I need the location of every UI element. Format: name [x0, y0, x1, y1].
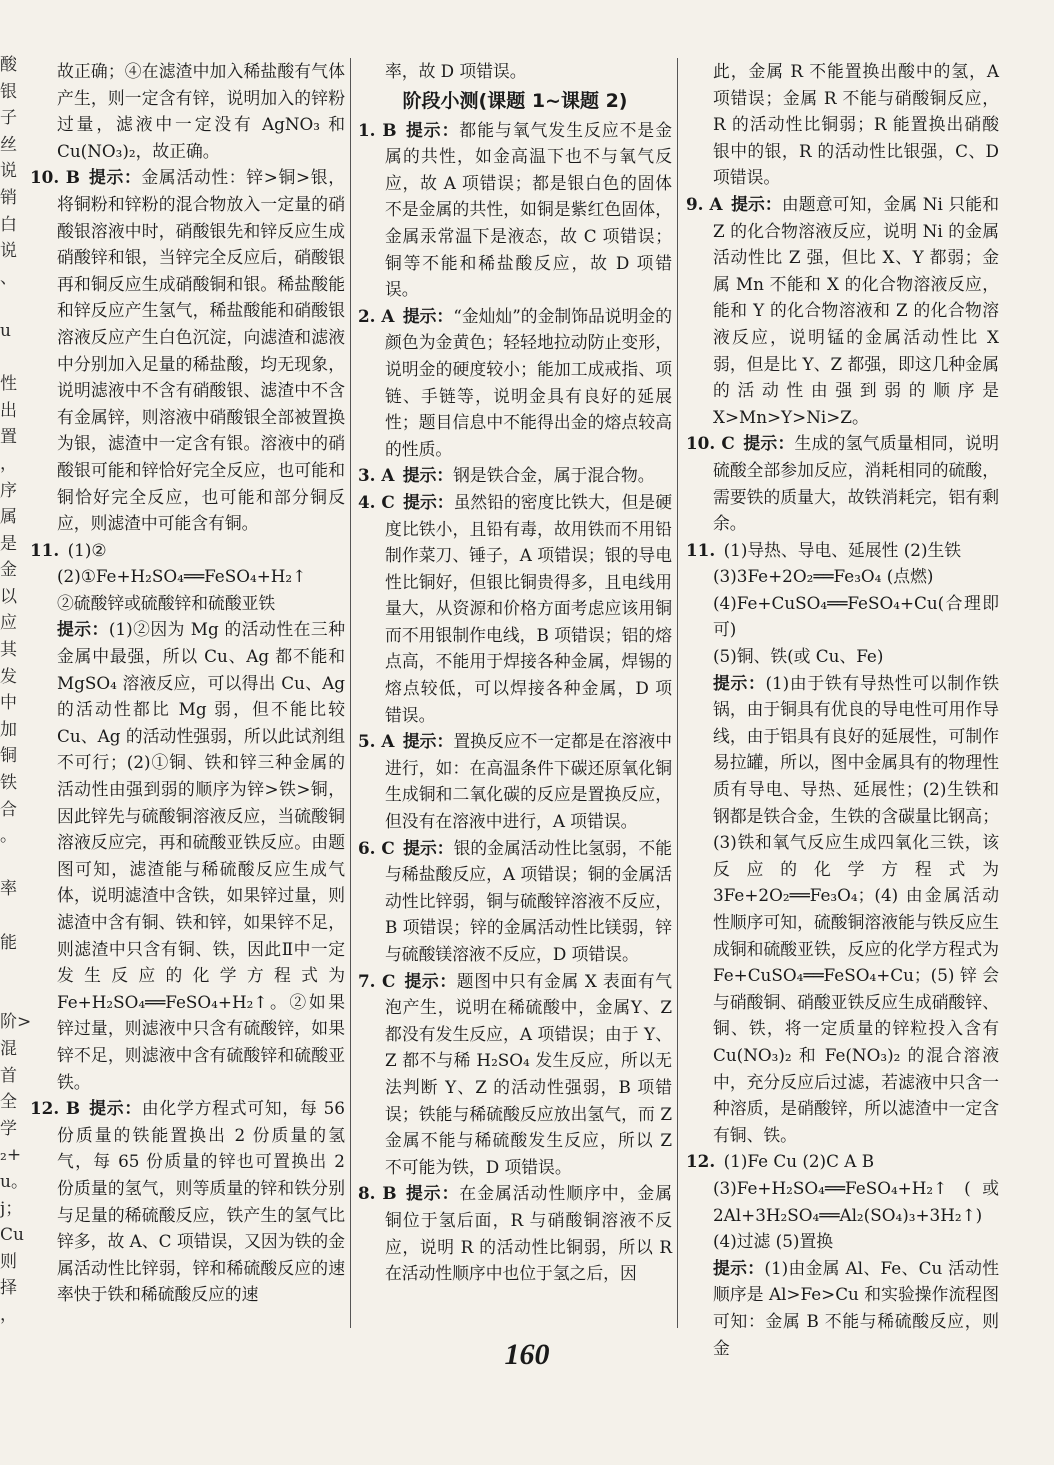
gutter-char: 率	[0, 879, 17, 900]
hint-label: 提示：	[88, 167, 142, 188]
answer-paragraph	[686, 1175, 999, 1228]
gutter-char: 序	[0, 480, 17, 501]
gutter-char: 铜	[0, 746, 17, 767]
answer-text: (1)②	[67, 539, 107, 560]
column-2	[358, 58, 672, 1287]
gutter-char: ，	[0, 1304, 17, 1325]
gutter-char: 混	[0, 1038, 17, 1059]
answer-number: 9. A	[686, 193, 723, 214]
answer-number: 10. C	[686, 433, 735, 454]
answer-number: 8. B	[358, 1183, 397, 1204]
hint-label: 提示：	[403, 970, 457, 991]
gutter-char: 销	[0, 187, 17, 208]
left-margin-fragments	[0, 52, 32, 1342]
answer-text: ②硫酸锌或硫酸锌和硫酸亚铁	[57, 592, 276, 613]
answer-number: 12.	[686, 1151, 716, 1172]
answer-text: (4)Fe+CuSO₄══FeSO₄+Cu(合理即可)	[713, 592, 999, 640]
answer-text: (1)②因为 Mg 的活动性在三种金属中最强，所以 Cu、Ag 都不能和 MgSO₄ 溶液反应，可以得出 Cu、Ag 的活动性都比 Mg 弱，但不能比较 Cu、Ag 的活动性强弱，所以此试剂组不可行；(2)①铜、铁和锌三种金属的活动性由强到弱的顺序为锌>铁>铜，因此锌先与硫酸铜溶液反应，当硫酸铜溶液反应完，再和硫酸亚铁反应。由题图可知，滤渣能与稀硫酸反应生成气体，说明滤渣中含铁，如果锌过量，则滤渣中含有铜、铁和锌，如果锌不足，则滤渣中只含有铜、铁，因此Ⅱ中一定发生反应的化学方程式为 Fe+H₂SO₄══FeSO₄+H₂↑。②如果锌过量，则滤液中只含有硫酸锌，如果锌不足，则滤液中含有硫酸锌和硫酸亚铁。	[57, 619, 345, 1092]
answer-text: (1)Fe Cu (2)C A B	[723, 1151, 875, 1172]
answer-number: 7. C	[358, 970, 396, 991]
answer-text: (1)由于铁有导热性可以制作铁锅，由于铜具有优良的导电性可用作导线，由于铝具有良好的延展性，可制作易拉罐，所以，图中金属具有的物理性质有导电、导热、延展性；(2)生铁和钢都是铁合金，生铁的含碳量比钢高；(3)铁和氧气反应生成四氧化三铁，该反应的化学方程式为 3Fe+2O₂══Fe₃O₄；(4) 由金属活动性顺序可知，硫酸铜溶液能与铁反应生成铜和硫酸亚铁，反应的化学方程式为 Fe+CuSO₄══FeSO₄+Cu；(5)锌会与硝酸铜、硝酸亚铁反应生成硝酸锌、铜、铁，将一定质量的锌粒投入含有 Cu(NO₃)₂ 和 Fe(NO₃)₂ 的混合溶液中，充分反应后过滤，若滤液中只含一种溶质，是硝酸锌，所以滤渣中一定含有铜、铁。	[713, 672, 999, 1145]
answer-text: 故正确；④在滤渣中加入稀盐酸有气体产生，则一定含有锌，说明加入的锌粉过量，滤液中一定没有 AgNO₃ 和 Cu(NO₃)₂，故正确。	[57, 61, 345, 161]
answer-number: 3. A	[358, 465, 395, 486]
answer-paragraph	[358, 462, 672, 489]
answer-paragraph	[30, 616, 345, 1095]
answer-paragraph	[358, 835, 672, 968]
gutter-char: ₂+	[0, 1145, 22, 1166]
section-title: 阶段小测(课题 1~课题 2)	[402, 89, 628, 112]
answer-text: “金灿灿”的金制饰品说明金的颜色为金黄色；轻轻地拉动防止变形，说明金的硬度较小；能加工成戒指、项链、手链等，说明金具有良好的延展性；题目信息中不能得出金的熔点较高的性质。	[385, 305, 672, 459]
answer-number: 2. A	[358, 305, 395, 326]
gutter-char: 是	[0, 533, 17, 554]
gutter-char: 合	[0, 799, 17, 820]
answer-text: (1)导热、导电、延展性 (2)生铁	[723, 539, 962, 560]
hint-label: 提示：	[402, 465, 454, 486]
answer-text: 置换反应不一定都是在溶液中进行，如：在高温条件下碳还原氧化铜生成铜和二氧化碳的反应是置换反应，但没有在溶液中进行，A 项错误。	[385, 731, 672, 832]
answer-paragraph	[30, 1095, 345, 1308]
gutter-char: 加	[0, 719, 17, 740]
answer-paragraph	[686, 537, 999, 564]
answer-text: (1)由金属 Al、Fe、Cu 活动性顺序是 Al>Fe>Cu 和实验操作流程图可知：金属 B 不能与稀硫酸反应，则金	[713, 1257, 999, 1358]
gutter-char: 学	[0, 1118, 17, 1139]
gutter-char: 阶>	[0, 1012, 32, 1033]
gutter-char: 丝	[0, 134, 17, 155]
gutter-char: 应	[0, 613, 17, 634]
answer-text: 金属活动性：锌>铜>银，将铜粉和锌粉的混合物放入一定量的硝酸银溶液中时，硝酸银先和锌反应生成硝酸锌和银，当锌完全反应后，硝酸银再和铜反应生成硝酸铜和银。稀盐酸能和锌反应产生氢气，稀盐酸能和硝酸银溶液反应产生白色沉淀，向滤渣和滤液中分别加入足量的稀盐酸，均无现象，说明滤液中不含有硝酸银、滤渣中不含有金属锌，则溶液中硝酸银全部被置换为银，滤渣中一定含有银。溶液中的硝酸银可能和锌恰好完全反应，也可能和铜恰好完全反应，也可能和部分铜反应，则滤渣中可能含有铜。	[57, 167, 345, 534]
gutter-char: 银	[0, 81, 17, 102]
hint-label: 提示：	[402, 305, 454, 326]
gutter-char: 、	[0, 267, 17, 288]
answer-number: 12. B	[30, 1098, 81, 1119]
hint-label: 提示：	[713, 672, 766, 693]
answer-text: 此，金属 R 不能置换出酸中的氢，A 项错误；金属 R 不能与硝酸铜反应，R 的活动性比铜弱；R 能置换出硝酸银中的银，R 的活动性比银强，C、D 项错误。	[713, 61, 999, 188]
answer-paragraph	[686, 590, 999, 643]
answer-text: 钢是铁合金，属于混合物。	[453, 465, 655, 486]
answer-paragraph	[686, 430, 999, 536]
answer-number: 6. C	[358, 837, 395, 858]
gutter-char: 全	[0, 1092, 17, 1113]
answer-text: (4)过滤 (5)置换	[713, 1231, 834, 1252]
answer-text: 银的金属活动性比氢弱，不能与稀盐酸反应，A 项错误；铜的金属活动性比锌弱，铜与硫酸锌溶液不反应，B 项错误；锌的金属活动性比镁弱，锌与硫酸镁溶液不反应，D 项错误。	[385, 837, 672, 964]
answer-text: 率，故 D 项错误。	[385, 61, 527, 81]
answer-paragraph	[686, 1228, 999, 1255]
answer-paragraph	[358, 1180, 672, 1286]
answer-text: 由题意可知，金属 Ni 只能和 Z 的化合物溶液反应，说明 Ni 的金属活动性比 Z 强，但比 X、Y 都弱；金属 Mn 不能和 X 的化合物溶液反应，能和 Y 的化合物溶液和 Z 的化合物溶液反应，说明锰的金属活动性比 X 弱，但是比 Y、Z 都强，即这几种金属的活动性由强到弱的顺序是 X>Mn>Y>Ni>Z。	[713, 193, 999, 427]
gutter-char: 能	[0, 932, 17, 953]
gutter-char: 择	[0, 1278, 17, 1299]
answer-paragraph	[686, 563, 999, 590]
answer-text: 生成的氢气质量相同，说明硫酸全部参加反应，消耗相同的硫酸，需要铁的质量大，故铁消耗完，铝有剩余。	[713, 433, 999, 534]
answer-paragraph	[686, 1148, 999, 1175]
gutter-char: 置	[0, 427, 17, 448]
answer-text: (3)3Fe+2O₂══Fe₃O₄ (点燃)	[713, 566, 934, 587]
gutter-char: 铁	[0, 773, 17, 794]
gutter-char: 性	[0, 374, 17, 395]
hint-label: 提示：	[404, 119, 460, 140]
gutter-char: 发	[0, 666, 17, 687]
column-divider-2	[677, 58, 678, 1328]
hint-label: 提示：	[88, 1098, 142, 1119]
column-divider-1	[350, 58, 351, 1328]
column-1	[30, 58, 345, 1308]
answer-text: (5)铜、铁(或 Cu、Fe)	[713, 646, 884, 667]
answer-paragraph	[30, 164, 345, 536]
column-3	[686, 58, 999, 1361]
answer-paragraph	[358, 303, 672, 463]
gutter-char: 金	[0, 560, 17, 581]
answer-paragraph	[30, 590, 345, 617]
gutter-char	[0, 903, 22, 930]
gutter-char: j；	[0, 1198, 23, 1219]
gutter-char: 以	[0, 586, 17, 607]
answer-paragraph	[358, 58, 672, 85]
gutter-char	[0, 850, 22, 877]
gutter-char: ，	[0, 453, 17, 474]
hint-label: 提示：	[730, 193, 782, 214]
page-number: 160	[504, 1338, 550, 1371]
answer-text: (2)①Fe+H₂SO₄══FeSO₄+H₂↑	[57, 566, 307, 587]
hint-label: 提示：	[713, 1257, 765, 1278]
answer-paragraph	[30, 563, 345, 590]
answer-paragraph	[358, 968, 672, 1181]
gutter-char	[0, 983, 22, 1010]
answer-text: 题图中只有金属 X 表面有气泡产生，说明在稀硫酸中，金属Y、Z 都没有发生反应，A 项错误；由于 Y、Z 都不与稀 H₂SO₄ 发生反应，所以无法判断 Y、Z 的活动性强弱，B 项错误；铁能与稀硫酸反应放出氢气，而 Z 金属不能与稀硫酸发生反应，所以 Z 不可能为铁，D 项错误。	[385, 970, 672, 1177]
gutter-char: 则	[0, 1251, 17, 1272]
answer-text: (3)Fe+H₂SO₄══FeSO₄+H₂↑ (或 2Al+3H₂SO₄══Al₂(SO₄)₃+3H₂↑)	[713, 1177, 999, 1225]
hint-label: 提示：	[402, 731, 454, 752]
gutter-char: 属	[0, 507, 17, 528]
answer-paragraph	[686, 191, 999, 430]
gutter-char: 其	[0, 640, 17, 661]
gutter-char: 白	[0, 214, 17, 235]
gutter-char: 。	[0, 826, 17, 847]
gutter-char: 出	[0, 400, 17, 421]
gutter-char: 说	[0, 241, 17, 262]
answer-number: 11.	[30, 539, 60, 560]
gutter-char: 中	[0, 693, 17, 714]
answer-paragraph	[686, 643, 999, 670]
answer-paragraph	[358, 117, 672, 303]
answer-number: 10. B	[30, 167, 80, 188]
gutter-char	[0, 956, 22, 983]
answer-number: 5. A	[358, 731, 395, 752]
hint-label: 提示：	[57, 619, 109, 640]
gutter-char: 首	[0, 1065, 17, 1086]
hint-label: 提示：	[403, 491, 454, 512]
answer-text: 在金属活动性顺序中，金属铜位于氢后面，R 与硝酸铜溶液不反应，说明 R 的活动性比铜弱，所以 R 在活动性顺序中也位于氢之后，因	[385, 1183, 672, 1284]
gutter-char	[0, 345, 22, 372]
gutter-char	[0, 291, 22, 318]
answer-paragraph	[686, 670, 999, 1149]
answer-paragraph	[358, 728, 672, 834]
gutter-char: 酸	[0, 55, 17, 75]
gutter-char: 子	[0, 108, 17, 129]
hint-label: 提示：	[404, 1183, 460, 1204]
gutter-char: u。	[0, 1171, 28, 1192]
answer-paragraph	[30, 58, 345, 164]
answer-paragraph	[686, 58, 999, 191]
answer-number: 1. B	[358, 119, 397, 140]
gutter-char: u	[0, 320, 11, 341]
answer-text: 都能与氧气发生反应不是金属的共性，如金高温下也不与氧气反应，故 A 项错误；都是银白色的固体不是金属的共性，如铜是紫红色固体，金属汞常温下是液态，故 C 项错误；铜等不能和稀盐酸反应，故 D 项错误。	[385, 119, 672, 300]
answer-text: 由化学方程式可知，每 56 份质量的铁能置换出 2 份质量的氢气，每 65 份质量的锌也可置换出 2 份质量的氢气，则等质量的锌和铁分别与足量的稀硫酸反应，铁产生的氢气比锌多，故 A、C 项错误，又因为铁的金属活动性比锌弱，锌和稀硫酸反应的速率快于铁和稀硫酸反应的速	[57, 1098, 345, 1305]
answer-number: 4. C	[358, 491, 395, 512]
hint-label: 提示：	[403, 837, 454, 858]
answer-text: 虽然铅的密度比铁大，但是硬度比铁小，且铅有毒，故用铁而不用铅制作菜刀、锤子，A 项错误；银的导电性比铜好，但银比铜贵得多，且电线用量大，从资源和价格方面考虑应该用铜而不用银制作电线，B 项错误；铝的熔点高，不能用于焊接各种金属，焊锡的熔点较低，可以焊接各种金属，D 项错误。	[385, 491, 672, 725]
hint-label: 提示：	[743, 433, 795, 454]
answer-paragraph	[30, 537, 345, 564]
gutter-char: 说	[0, 161, 17, 182]
gutter-char: Cu	[0, 1225, 24, 1246]
answer-number: 11.	[686, 539, 716, 560]
answer-paragraph	[358, 489, 672, 728]
